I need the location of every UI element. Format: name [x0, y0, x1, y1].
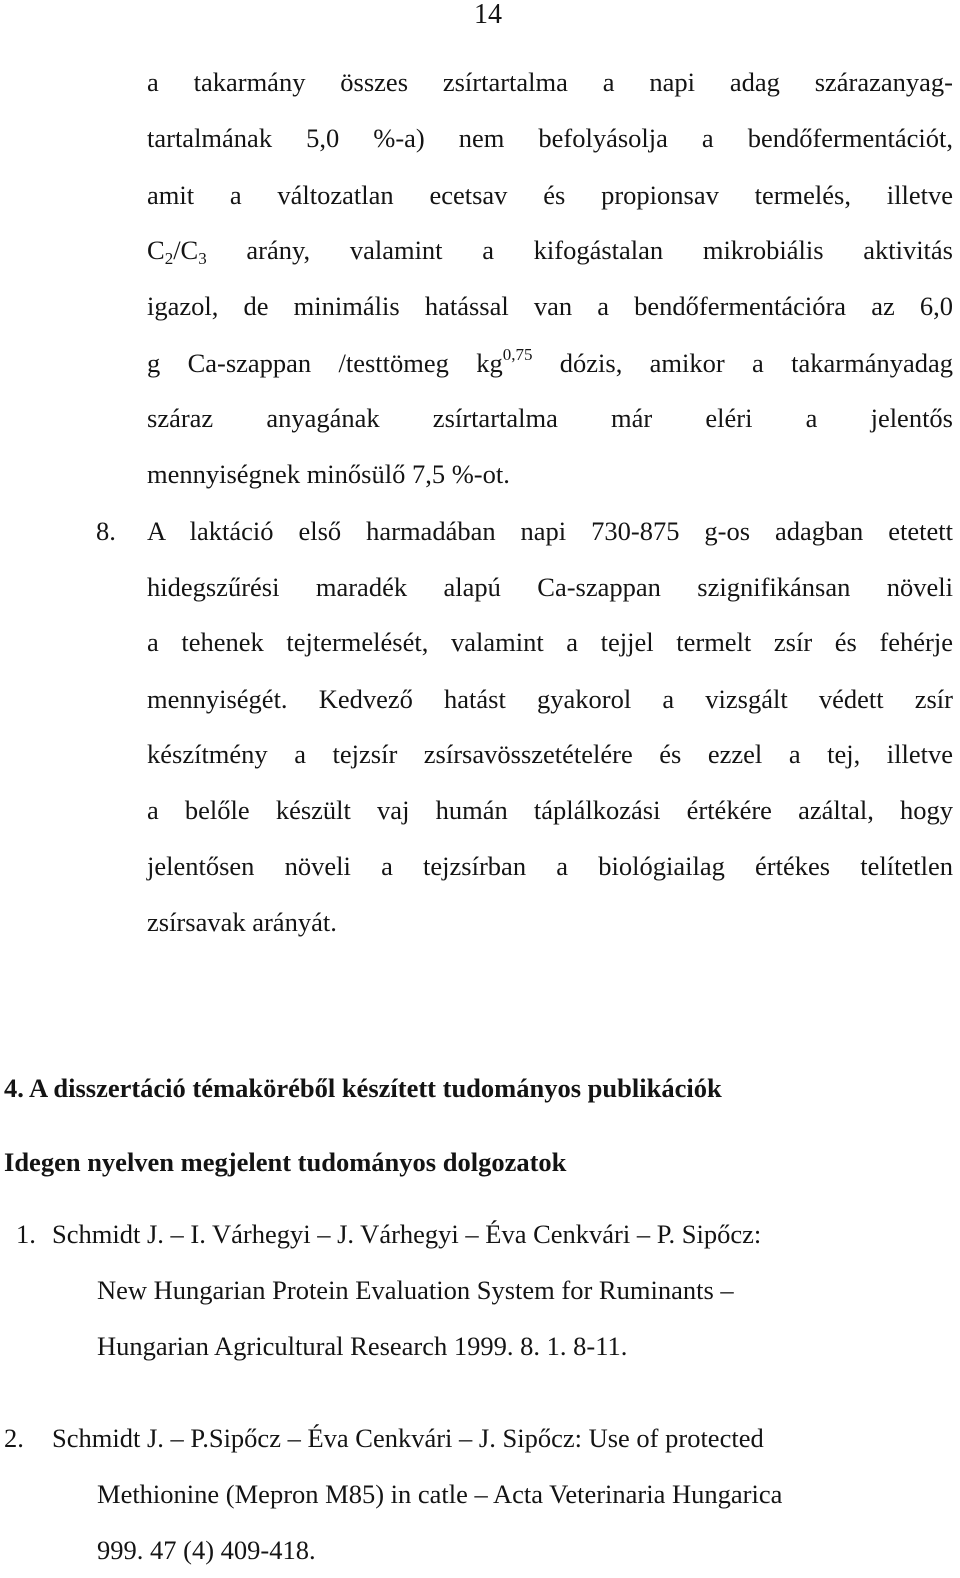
item-number: 8.	[96, 516, 116, 546]
text-line: zsírsavak arányát.	[147, 907, 337, 937]
text-line: készítmény a tejzsír zsírsavösszetételére és ezzel a tej, illetve	[147, 739, 953, 769]
formula-c: /C	[173, 235, 199, 265]
citation-line: Hungarian Agricultural Research 1999. 8. 1. 8-11.	[97, 1331, 628, 1361]
text-line: tartalmának 5,0 %-a) nem befolyásolja a bendőfermentációt,	[147, 123, 953, 153]
text-line: száraz anyagának zsírtartalma már eléri a jelentős	[147, 403, 953, 433]
text-line	[147, 232, 953, 268]
text-line: jelentősen növeli a tejzsírban a biológiailag értékes telítetlen	[147, 851, 953, 881]
text-line: mennyiségét. Kedvező hatást gyakorol a vizsgált védett zsír	[147, 684, 953, 714]
citation-line: Schmidt J. – I. Várhegyi – J. Várhegyi – Éva Cenkvári – P. Sipőcz:	[52, 1219, 762, 1249]
text-segment: dózis, amikor a takarmányadag	[532, 348, 953, 378]
citation-line: 999. 47 (4) 409-418.	[97, 1535, 316, 1565]
text-line	[147, 345, 953, 381]
text-line: igazol, de minimális hatással van a bendőfermentációra az 6,0	[147, 291, 953, 321]
text-line: a tehenek tejtermelését, valamint a tejjel termelt zsír és fehérje	[147, 627, 953, 657]
subscript: 3	[198, 249, 207, 268]
text-line: a belőle készült vaj humán táplálkozási értékére azáltal, hogy	[147, 795, 953, 825]
formula-c: C	[147, 235, 165, 265]
text-segment: g Ca-szappan /testtömeg kg	[147, 348, 503, 378]
text-line: A laktáció első harmadában napi 730-875 g-os adagban etetett	[147, 516, 953, 546]
citation-line: Schmidt J. – P.Sipőcz – Éva Cenkvári – J. Sipőcz: Use of protected	[52, 1423, 764, 1453]
text-segment: arány, valamint a kifogástalan mikrobiális aktivitás	[206, 235, 953, 265]
citation-line: Methionine (Mepron M85) in catle – Acta Veterinaria Hungarica	[97, 1479, 783, 1509]
item-number: 2.	[4, 1423, 24, 1453]
text-line: amit a változatlan ecetsav és propionsav termelés, illetve	[147, 180, 953, 210]
item-number: 1.	[16, 1219, 36, 1249]
section-heading: 4. A disszertáció témaköréből készített tudományos publikációk	[4, 1073, 722, 1103]
subscript: 2	[164, 249, 174, 268]
citation-line: New Hungarian Protein Evaluation System for Ruminants –	[97, 1275, 734, 1305]
superscript: 0,75	[502, 345, 533, 364]
text-line: a takarmány összes zsírtartalma a napi adag szárazanyag-	[147, 67, 953, 97]
subheading: Idegen nyelven megjelent tudományos dolgozatok	[4, 1147, 567, 1177]
page-number: 14	[474, 0, 502, 30]
text-line: mennyiségnek minősülő 7,5 %-ot.	[147, 459, 510, 489]
text-line: hidegszűrési maradék alapú Ca-szappan szignifikánsan növeli	[147, 572, 953, 602]
